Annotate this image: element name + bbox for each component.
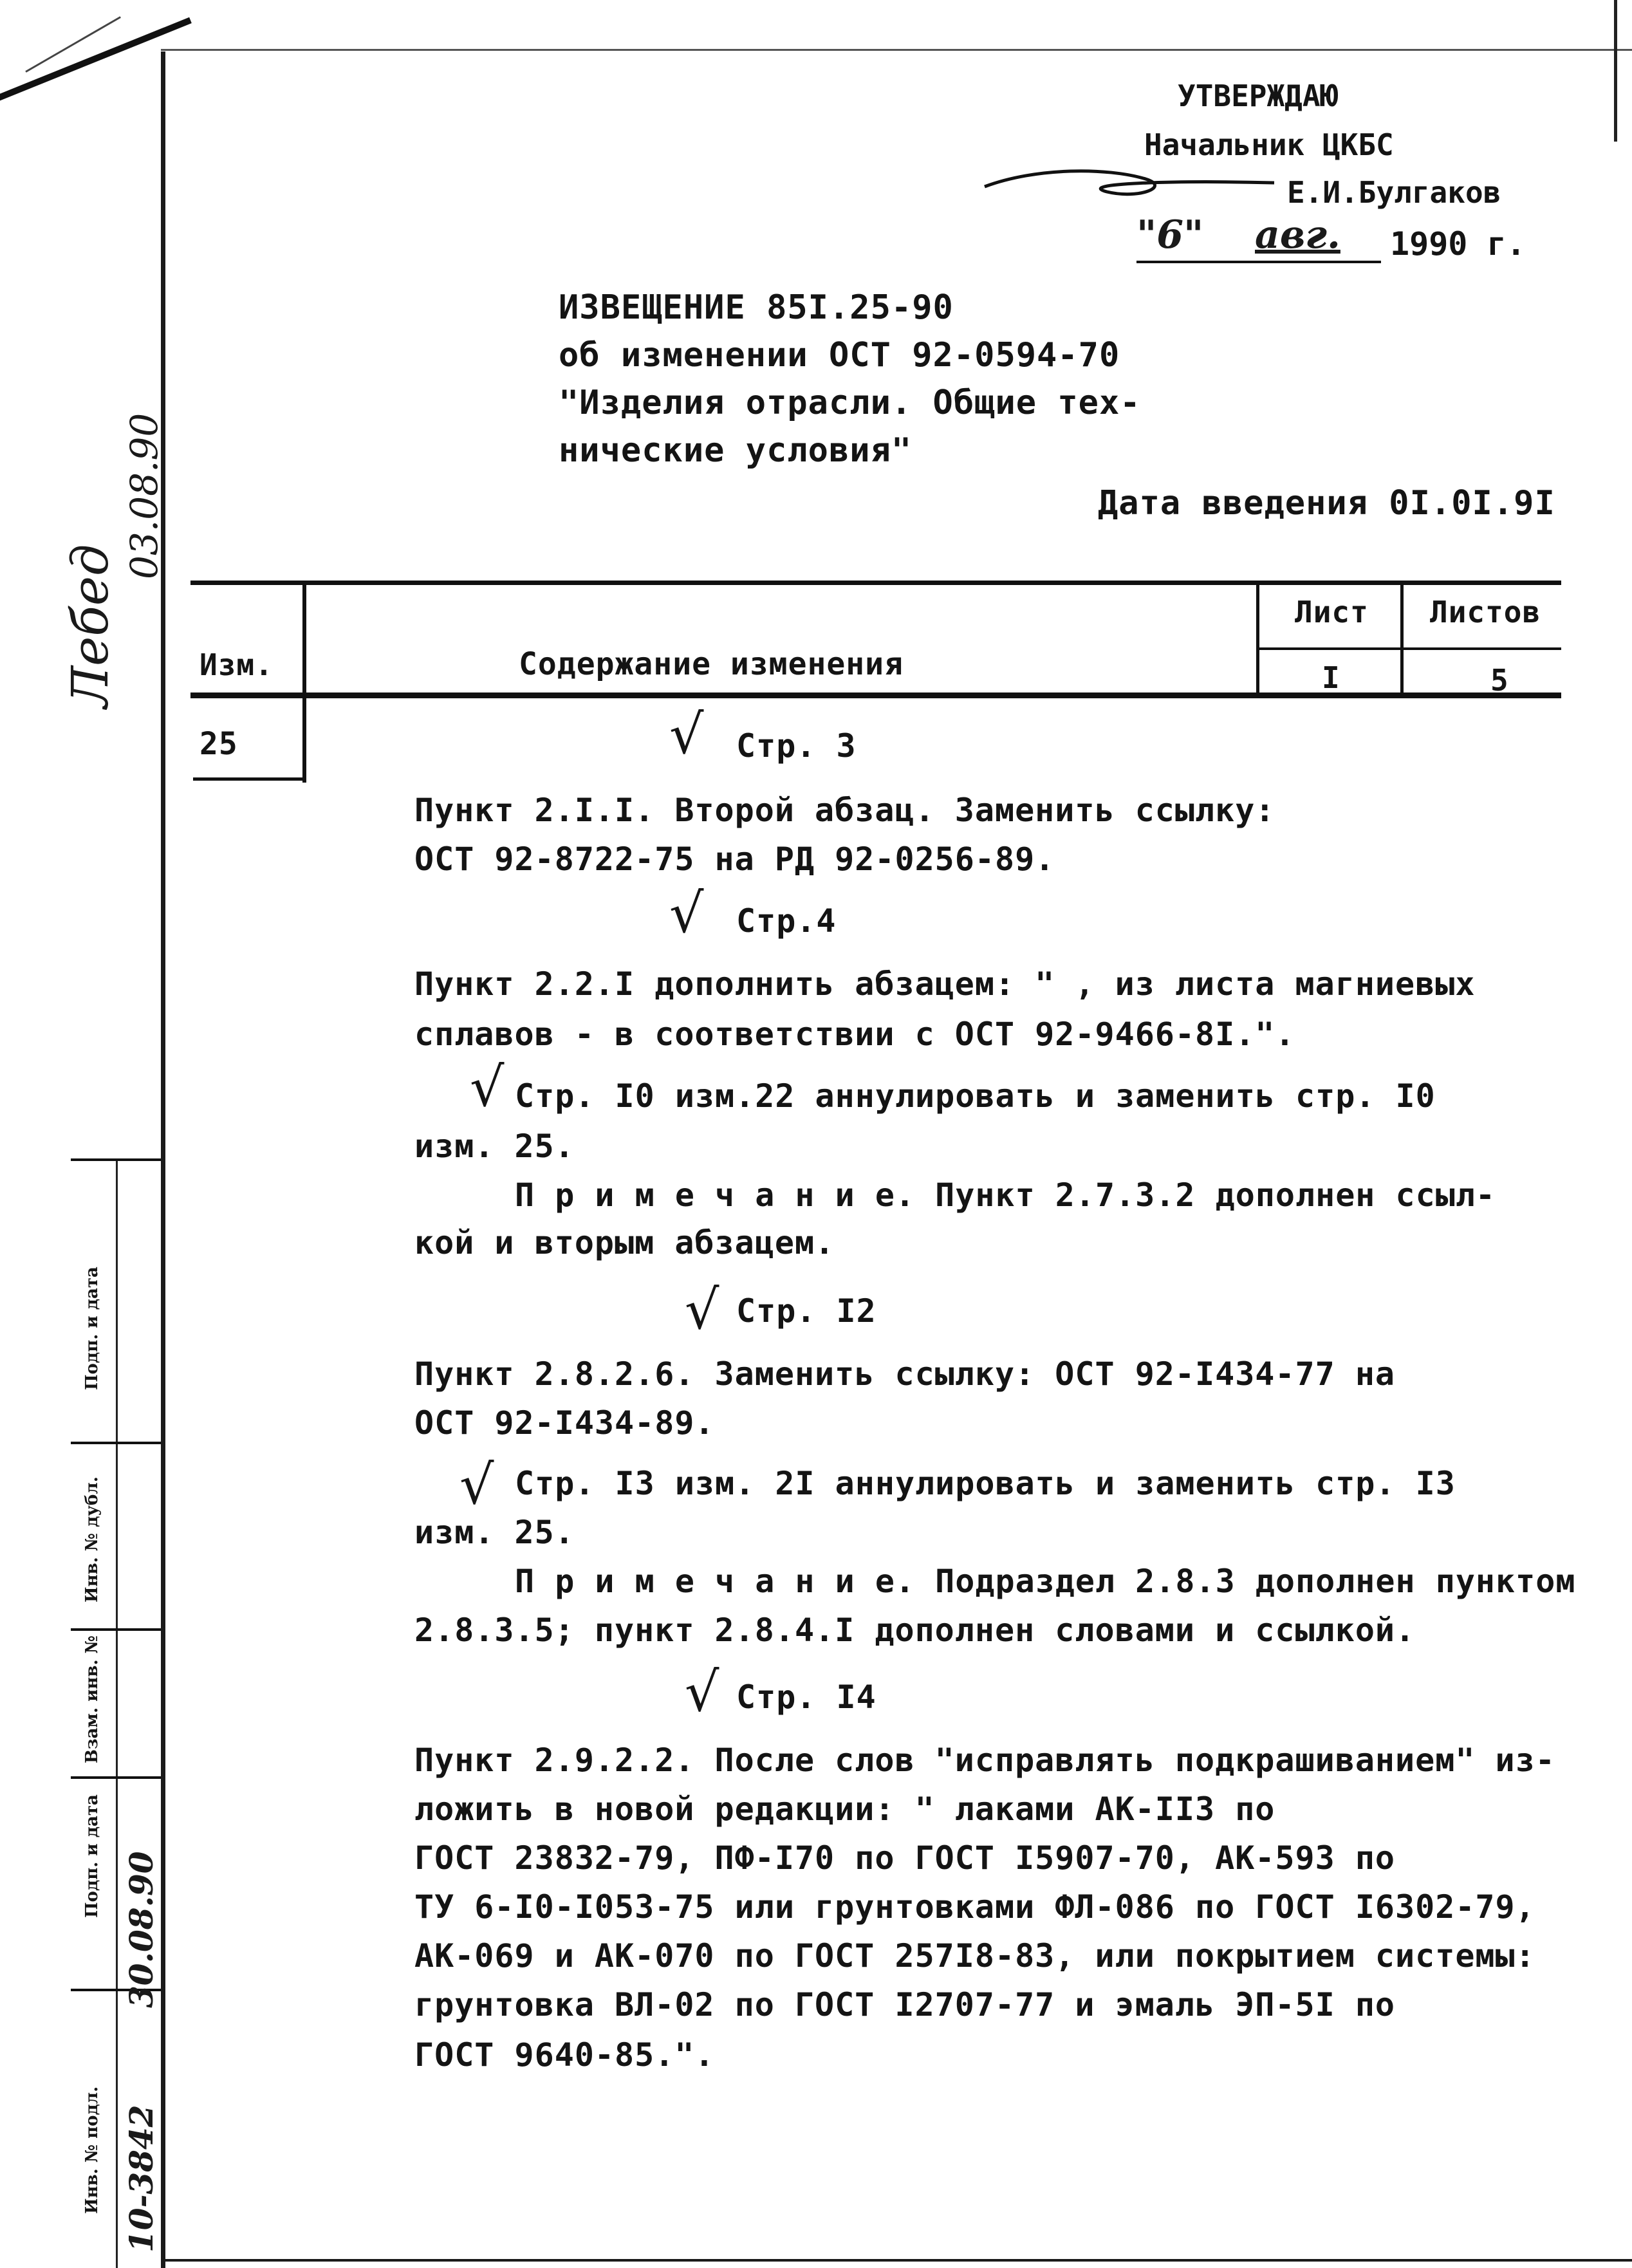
stamp-label-podp-data-bottom: Подп. и дата <box>82 1794 102 1918</box>
stamp-label-podp-data-top: Подп. и дата <box>82 1267 102 1390</box>
approval-date-month: авг. <box>1255 212 1340 257</box>
stamp-podp-value: 30.08.90 <box>122 1851 160 2008</box>
check-mark-icon: √ <box>685 1660 719 1724</box>
body-line: Пункт 2.9.2.2. После слов "исправлять подкрашиванием" из- <box>414 1742 1555 1779</box>
body-line: П р и м е ч а н и е. Пункт 2.7.3.2 дополнен ссыл- <box>515 1176 1496 1214</box>
stamp-row <box>71 1628 161 1631</box>
approval-date-underline <box>1136 261 1381 263</box>
sheet-label: Лист <box>1295 595 1369 629</box>
body-line: Стр. I3 изм. 2I аннулировать и заменить стр. I3 <box>515 1465 1456 1502</box>
table-col-divider-3 <box>1400 582 1404 698</box>
body-line: Пункт 2.I.I. Второй абзац. Заменить ссылку: <box>414 792 1275 829</box>
stamp-row-top <box>71 1158 161 1161</box>
table-col-divider-1 <box>302 582 306 783</box>
frame-bottom-line <box>161 2259 1632 2262</box>
notice-line-2: об изменении ОСТ 92-0594-70 <box>559 336 1120 375</box>
body-line: ГОСТ 23832-79, ПФ-I70 по ГОСТ I5907-70, АК-593 по <box>414 1839 1396 1877</box>
side-stamp-table <box>71 1158 161 2268</box>
notice-line-3: "Изделия отрасли. Общие тех- <box>559 384 1141 422</box>
stamp-row <box>71 1776 161 1779</box>
body-page-ref: Стр. 3 <box>736 727 857 765</box>
body-page-ref: Стр. I4 <box>736 1678 876 1716</box>
body-line: АК-069 и АК-070 по ГОСТ 257I8-83, или покрытием системы: <box>414 1937 1535 1975</box>
table-col-divider-2 <box>1256 582 1259 698</box>
body-line: ОСТ 92-8722-75 на РД 92-0256-89. <box>414 841 1055 878</box>
check-mark-icon: √ <box>685 1278 719 1341</box>
stamp-divider <box>116 1158 118 2268</box>
stamp-inv-podl-value: 10-3842 <box>122 2105 160 2253</box>
body-line: Пункт 2.2.I дополнить абзацем: " , из листа магниевых <box>414 965 1476 1003</box>
frame-top-line <box>161 49 1632 51</box>
body-line: 2.8.3.5; пункт 2.8.4.I дополнен словами и ссылкой. <box>414 1612 1416 1649</box>
notice-line-1: ИЗВЕЩЕНИЕ 85I.25-90 <box>559 288 954 327</box>
body-line: сплавов - в соответствии с ОСТ 92-9466-8I.". <box>414 1016 1295 1053</box>
stamp-label-inv-dubl: Инв. № дубл. <box>82 1476 102 1603</box>
table-top-border <box>190 581 1561 585</box>
margin-date: 03.08.90 <box>122 413 166 579</box>
check-mark-icon: √ <box>669 882 704 945</box>
table-sheet-divider <box>1256 647 1561 650</box>
margin-signature: Лебед <box>62 544 120 708</box>
approval-title: УТВЕРЖДАЮ <box>1178 79 1339 113</box>
stamp-label-inv-podl: Инв. № подл. <box>82 2086 102 2214</box>
change-column-header: Изм. <box>199 647 274 682</box>
body-line: ОСТ 92-I434-89. <box>414 1404 715 1442</box>
body-line: изм. 25. <box>414 1514 575 1551</box>
approval-position: Начальник ЦКБС <box>1144 127 1394 162</box>
body-line: Пункт 2.8.2.6. Заменить ссылку: ОСТ 92-I434-77 на <box>414 1355 1396 1393</box>
effective-date: Дата введения 0I.0I.9I <box>1098 484 1555 523</box>
body-line: изм. 25. <box>414 1128 575 1165</box>
body-page-ref: Стр.4 <box>736 902 837 940</box>
body-page-ref: Стр. I2 <box>736 1292 876 1330</box>
table-header-bottom-border <box>190 692 1561 698</box>
content-column-header: Содержание изменения <box>519 646 904 682</box>
approval-date-year: 1990 г. <box>1390 225 1526 263</box>
sheet-value: I <box>1322 660 1340 695</box>
check-mark-icon: √ <box>669 703 704 766</box>
notice-line-4: нические условия" <box>559 431 913 470</box>
body-line: Стр. I0 изм.22 аннулировать и заменить стр. I0 <box>515 1077 1436 1115</box>
body-line: кой и вторым абзацем. <box>414 1224 835 1261</box>
check-mark-icon: √ <box>459 1453 494 1516</box>
stamp-row <box>71 1442 161 1444</box>
approval-name: Е.И.Булгаков <box>1287 175 1501 210</box>
stamp-label-vzam-inv: Взам. инв. № <box>82 1635 102 1763</box>
body-line: П р и м е ч а н и е. Подраздел 2.8.3 дополнен пунктом <box>515 1563 1576 1600</box>
body-line: ГОСТ 9640-85.". <box>414 2036 715 2074</box>
change-number: 25 <box>199 726 238 762</box>
body-line: ложить в новой редакции: " лаками АК-II3 по <box>414 1790 1275 1828</box>
approval-date-day: "6" <box>1136 212 1204 257</box>
check-mark-icon: √ <box>470 1055 505 1119</box>
approval-signature <box>978 154 1281 206</box>
sheets-value: 5 <box>1490 663 1509 698</box>
body-line: ТУ 6-I0-I053-75 или грунтовками ФЛ-086 по ГОСТ I6302-79, <box>414 1888 1535 1926</box>
right-edge-mark <box>1614 0 1617 142</box>
body-line: грунтовка ВЛ-02 по ГОСТ I2707-77 и эмаль ЭП-5I по <box>414 1986 1396 2023</box>
table-change-cell-bottom <box>193 777 306 781</box>
frame-left-line <box>161 51 165 2268</box>
sheets-label: Листов <box>1430 595 1541 629</box>
